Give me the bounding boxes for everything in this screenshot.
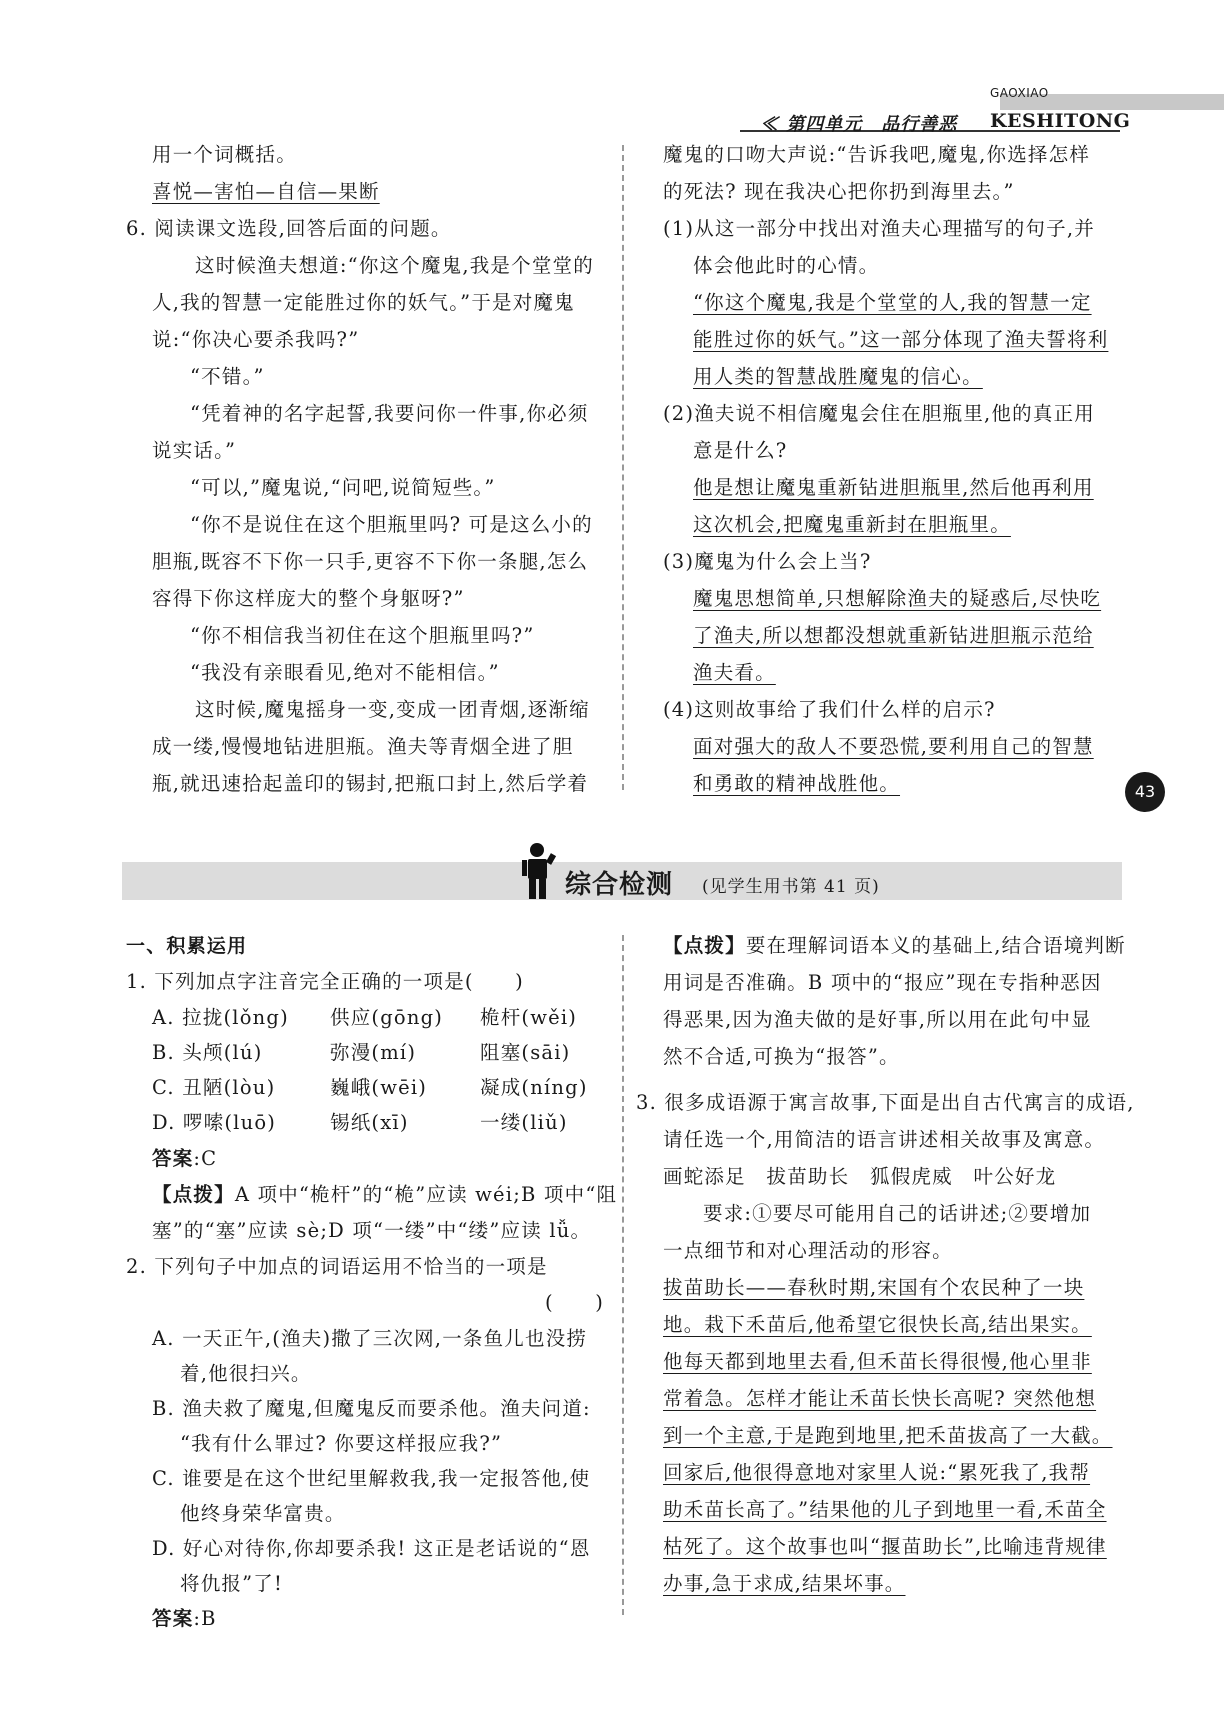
sub-question-4: (4)这则故事给了我们什么样的启示?	[663, 698, 996, 721]
answer-line: 地。栽下禾苗后,他希望它很快长高,结出果实。	[663, 1313, 1092, 1336]
option-a-1: A. 拉拢(lǒng)	[152, 1006, 289, 1029]
option-a-cont: 着,他很扫兴。	[180, 1362, 312, 1385]
answer-line: 能胜过你的妖气。”这一部分体现了渔夫誓将利	[693, 328, 1109, 351]
brand-gaoxiao: GAOXIAO	[990, 86, 1049, 100]
answer-line: “你这个魔鬼,我是个堂堂的人,我的智慧一定	[693, 291, 1092, 314]
text-line: 人,我的智慧一定能胜过你的妖气。”于是对魔鬼	[152, 291, 575, 314]
question-2: 2. 下列句子中加点的词语运用不恰当的一项是	[126, 1255, 548, 1278]
text-line: “你不是说住在这个胆瓶里吗? 可是这么小的	[190, 513, 593, 536]
option-c-1: C. 丑陋(lòu)	[152, 1076, 276, 1099]
option-c: C. 谁要是在这个世纪里解救我,我一定报答他,使	[152, 1467, 591, 1490]
section-reference: (见学生用书第 41 页)	[702, 877, 880, 897]
column-divider	[622, 145, 624, 790]
sub-question-3: (3)魔鬼为什么会上当?	[663, 550, 872, 573]
option-a-3: 桅杆(wěi)	[480, 1006, 578, 1029]
question-6: 6. 阅读课文选段,回答后面的问题。	[126, 217, 452, 240]
answer-line: 常着急。怎样才能让禾苗长快长高呢? 突然他想	[663, 1387, 1097, 1410]
tip-2: 【点拨】要在理解词语本义的基础上,结合语境判断	[663, 934, 1126, 957]
answer-line: 了渔夫,所以想都没想就重新钻进胆瓶示范给	[693, 624, 1094, 647]
text-line: 然不合适,可换为“报答”。	[663, 1045, 900, 1068]
answer-line: 喜悦—害怕—自信—果断	[152, 180, 380, 203]
answer-line: 助禾苗长高了。”结果他的儿子到地里一看,禾苗全	[663, 1498, 1107, 1521]
question-1: 1. 下列加点字注音完全正确的一项是( )	[126, 970, 524, 993]
text-line: 请任选一个,用简洁的语言讲述相关故事及寓意。	[663, 1128, 1106, 1151]
section-title: 综合检测	[565, 870, 674, 900]
option-d-cont: 将仇报”了!	[180, 1572, 284, 1595]
answer-line: 用人类的智慧战胜魔鬼的信心。	[693, 365, 983, 388]
option-a: A. 一天正午,(渔夫)撒了三次网,一条鱼儿也没捞	[152, 1327, 588, 1350]
text-line: 瓶,就迅速拾起盖印的锡封,把瓶口封上,然后学着	[152, 772, 589, 795]
answer-line: 面对强大的敌人不要恐慌,要利用自己的智慧	[693, 735, 1094, 758]
brand-keshitong: KESHITONG	[990, 110, 1131, 132]
answer-paren: ( )	[545, 1291, 605, 1314]
answer-line: 回家后,他很得意地对家里人说:“累死我了,我帮	[663, 1461, 1091, 1484]
text-line: 容得下你这样庞大的整个身躯呀?”	[152, 587, 465, 610]
text-line: 说实话。”	[152, 439, 237, 462]
text-line: “凭着神的名字起誓,我要问你一件事,你必须	[190, 402, 589, 425]
option-d-2: 锡纸(xī)	[330, 1111, 409, 1134]
sub-question-1: (1)从这一部分中找出对渔夫心理描写的句子,并	[663, 217, 1095, 240]
answer-1: 答案:C	[152, 1147, 218, 1170]
section-heading: 一、积累运用	[126, 935, 248, 957]
text-line: 说:“你决心要杀我吗?”	[152, 328, 360, 351]
sub-question-2: (2)渔夫说不相信魔鬼会住在胆瓶里,他的真正用	[663, 402, 1095, 425]
text-line: 的死法? 现在我决心把你扔到海里去。”	[663, 180, 1015, 203]
text-line: 成一缕,慢慢地钻进胆瓶。渔夫等青烟全进了胆	[152, 735, 574, 758]
answer-line: 到一个主意,于是跑到地里,把禾苗拔高了一大截。	[663, 1424, 1113, 1447]
option-b-2: 弥漫(mí)	[330, 1041, 417, 1064]
text-line: 体会他此时的心情。	[693, 254, 880, 277]
option-b-cont: “我有什么罪过? 你要这样报应我?”	[180, 1432, 503, 1455]
column-divider	[622, 935, 624, 1615]
text-line: 用词是否准确。B 项中的“报应”现在专指种恶因	[663, 971, 1102, 994]
answer-line: 魔鬼思想简单,只想解除渔夫的疑惑后,尽快吃	[693, 587, 1102, 610]
text-line: 用一个词概括。	[152, 143, 297, 166]
idiom-list: 画蛇添足 拔苗助长 狐假虎威 叶公好龙	[663, 1165, 1057, 1188]
answer-line: 渔夫看。	[693, 661, 776, 684]
text-line: “你不相信我当初住在这个胆瓶里吗?”	[190, 624, 535, 647]
text-line: 得恶果,因为渔夫做的是好事,所以用在此句中显	[663, 1008, 1092, 1031]
requirement-cont: 一点细节和对心理活动的形容。	[663, 1239, 953, 1262]
option-c-2: 巍峨(wēi)	[330, 1076, 428, 1099]
requirement: 要求:①要尽可能用自己的话讲述;②要增加	[703, 1202, 1092, 1225]
option-a-2: 供应(gōng)	[330, 1006, 444, 1029]
text-line: 这时候渔夫想道:“你这个魔鬼,我是个堂堂的	[195, 254, 594, 277]
option-c-cont: 他终身荣华富贵。	[180, 1502, 346, 1525]
tip-1-cont: 塞”的“塞”应读 sè;D 项“一缕”中“缕”应读 lǚ。	[152, 1219, 592, 1242]
text-line: “可以,”魔鬼说,“问吧,说简短些。”	[190, 476, 496, 499]
text-line: 魔鬼的口吻大声说:“告诉我吧,魔鬼,你选择怎样	[663, 143, 1091, 166]
option-c-3: 凝成(níng)	[480, 1076, 588, 1099]
option-d: D. 好心对待你,你却要杀我! 这正是老话说的“恩	[152, 1537, 591, 1560]
unit-title: ≪ 第四单元 品行善恶	[760, 114, 958, 135]
answer-line: 他是想让魔鬼重新钻进胆瓶里,然后他再利用	[693, 476, 1094, 499]
question-3: 3. 很多成语源于寓言故事,下面是出自古代寓言的成语,	[636, 1091, 1135, 1114]
option-b-3: 阻塞(sāi)	[480, 1041, 571, 1064]
text-line: 意是什么?	[693, 439, 788, 462]
answer-line: 这次机会,把魔鬼重新封在胆瓶里。	[693, 513, 1011, 536]
answer-2: 答案:B	[152, 1607, 217, 1630]
option-d-1: D. 啰嗦(luō)	[152, 1111, 277, 1134]
text-line: “不错。”	[190, 365, 265, 388]
answer-line: 枯死了。这个故事也叫“揠苗助长”,比喻违背规律	[663, 1535, 1107, 1558]
tip-1: 【点拨】A 项中“桅杆”的“桅”应读 wéi;B 项中“阻	[152, 1183, 618, 1206]
option-d-3: 一缕(liǔ)	[480, 1111, 568, 1134]
answer-line: 拔苗助长——春秋时期,宋国有个农民种了一块	[663, 1276, 1085, 1299]
answer-line: 办事,急于求成,结果坏事。	[663, 1572, 906, 1595]
option-b: B. 渔夫救了魔鬼,但魔鬼反而要杀他。渔夫问道:	[152, 1397, 591, 1420]
text-line: 这时候,魔鬼摇身一变,变成一团青烟,逐渐缩	[195, 698, 590, 721]
answer-line: 他每天都到地里去看,但禾苗长得很慢,他心里非	[663, 1350, 1092, 1373]
text-line: 胆瓶,既容不下你一只手,更容不下你一条腿,怎么	[152, 550, 589, 573]
page-number: 43	[1125, 772, 1165, 812]
option-b-1: B. 头颅(lú)	[152, 1041, 263, 1064]
person-icon	[520, 842, 558, 904]
answer-line: 和勇敢的精神战胜他。	[693, 772, 901, 795]
text-line: “我没有亲眼看见,绝对不能相信。”	[190, 661, 500, 684]
